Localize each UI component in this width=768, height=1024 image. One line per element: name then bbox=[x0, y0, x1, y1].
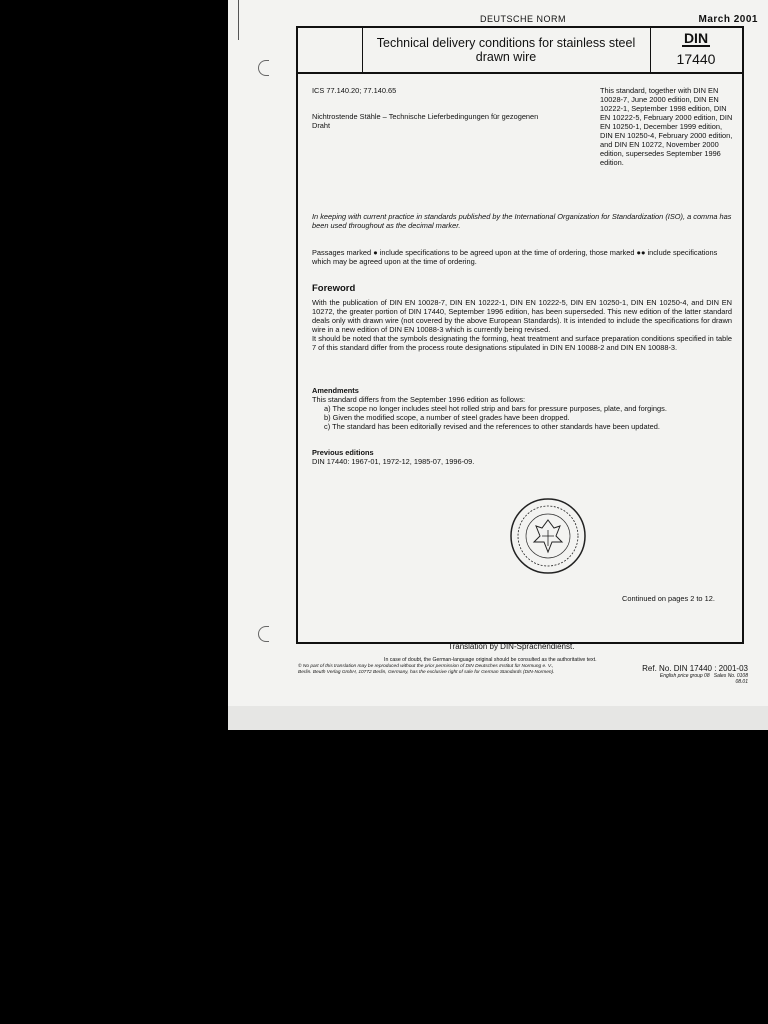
amendments-list bbox=[324, 404, 736, 431]
stamp-seal-icon bbox=[508, 496, 588, 576]
list-item: b) Given the modified scope, a number of steel grades have been dropped. bbox=[324, 413, 570, 422]
amendments-intro: This standard differs from the September 1996 edition as follows: bbox=[312, 395, 526, 404]
document-frame bbox=[296, 26, 744, 663]
ics-codes: ICS 77.140.20; 77.140.65 bbox=[312, 86, 397, 95]
title-line-2: drawn wire bbox=[475, 50, 537, 64]
header-date: March 2001 bbox=[698, 14, 758, 25]
previous-editions-heading: Previous editions bbox=[312, 448, 374, 457]
foreword-paragraph: It should be noted that the symbols designating the forming, heat treatment and surface preparation conditions specified in table 7 of this standard differ from the process route designations stipulated in DIN EN 10088-2 and DIN EN 10088-3. bbox=[312, 334, 732, 352]
reference-number: Ref. No. DIN 17440 : 2001-03 bbox=[642, 664, 748, 673]
din-box bbox=[650, 28, 742, 72]
title-cell-left bbox=[298, 28, 363, 72]
title-line-1: Technical delivery conditions for stainless steel bbox=[376, 36, 636, 50]
punch-hole bbox=[258, 60, 269, 76]
foreword-paragraph: With the publication of DIN EN 10028-7, DIN EN 10222-1, DIN EN 10222-5, DIN EN 10250-1, DIN EN 10250-4, and DIN EN 10272, the greater portion of DIN 17440, September 1996 edition, has been superseded. This new edition of the latter standard deals only with drawn wire (not covered by the above European Standards). It is intended to include the specifications for drawn wire in a new edition of DIN EN 10088-3 which is currently being revised. bbox=[312, 298, 732, 334]
header-norm: DEUTSCHE NORM bbox=[480, 14, 567, 24]
punch-hole bbox=[258, 626, 269, 642]
title-row bbox=[298, 28, 742, 74]
paper-bottom-edge bbox=[228, 706, 768, 730]
document-title bbox=[362, 28, 651, 72]
sales-number: Sales No. 0108 bbox=[713, 673, 748, 679]
price-group: English price group 08 bbox=[659, 673, 710, 679]
german-title: Nichtrostende Stähle – Technische Lieferbedingungen für gezogenen Draht bbox=[312, 112, 539, 130]
foreword-text bbox=[312, 298, 732, 352]
amendments-heading: Amendments bbox=[312, 386, 359, 395]
doubt-note: In case of doubt, the German-language original should be consulted as the authoritative text. bbox=[384, 657, 597, 663]
foreword-heading: Foreword bbox=[312, 283, 356, 294]
supersedes-note: This standard, together with DIN EN 10028-7, June 2000 edition, DIN EN 10222-1, September 1998 edition, DIN EN 10222-5, February 2000 edition, DIN EN 10250-1, December 1999 edition, DIN EN 10250-4, February 2000 edition, and DIN EN 10272, November 2000 edition, supersedes September 1996 edition. bbox=[600, 86, 733, 167]
reference-block bbox=[608, 664, 748, 685]
margin-line bbox=[238, 0, 239, 40]
copyright-notice: © No part of this translation may be reproduced without the prior permission of DIN Deutsches Institut für Normung e. V., Berlin. Beuth Verlag GmbH, 10772 Berlin, Germany, has the exclusive right of sale for German Standards (DIN-Normen). bbox=[298, 664, 555, 675]
previous-editions-text: DIN 17440: 1967-01, 1972-12, 1985-07, 1996-09. bbox=[312, 457, 475, 466]
continued-note: Continued on pages 2 to 12. bbox=[622, 594, 715, 603]
standard-number: 17440 bbox=[676, 51, 716, 67]
list-item: a) The scope no longer includes steel hot rolled strip and bars for pressure purposes, plate, and forgings. bbox=[324, 404, 667, 413]
date-code: 08.01 bbox=[735, 679, 748, 685]
document-page bbox=[228, 0, 768, 730]
list-item: c) The standard has been editorially revised and the references to other standards have been updated. bbox=[324, 422, 660, 431]
translation-note: Translation by DIN-Sprachendienst. bbox=[448, 642, 575, 651]
din-logo: DIN bbox=[683, 30, 709, 46]
passages-note: Passages marked ● include specifications to be agreed upon at the time of ordering, those marked ●● include specifications which may be agreed upon at the time of ordering. bbox=[312, 248, 718, 266]
iso-note: In keeping with current practice in standards published by the International Organization for Standardization (ISO), a comma has been used throughout as the decimal marker. bbox=[312, 212, 732, 230]
